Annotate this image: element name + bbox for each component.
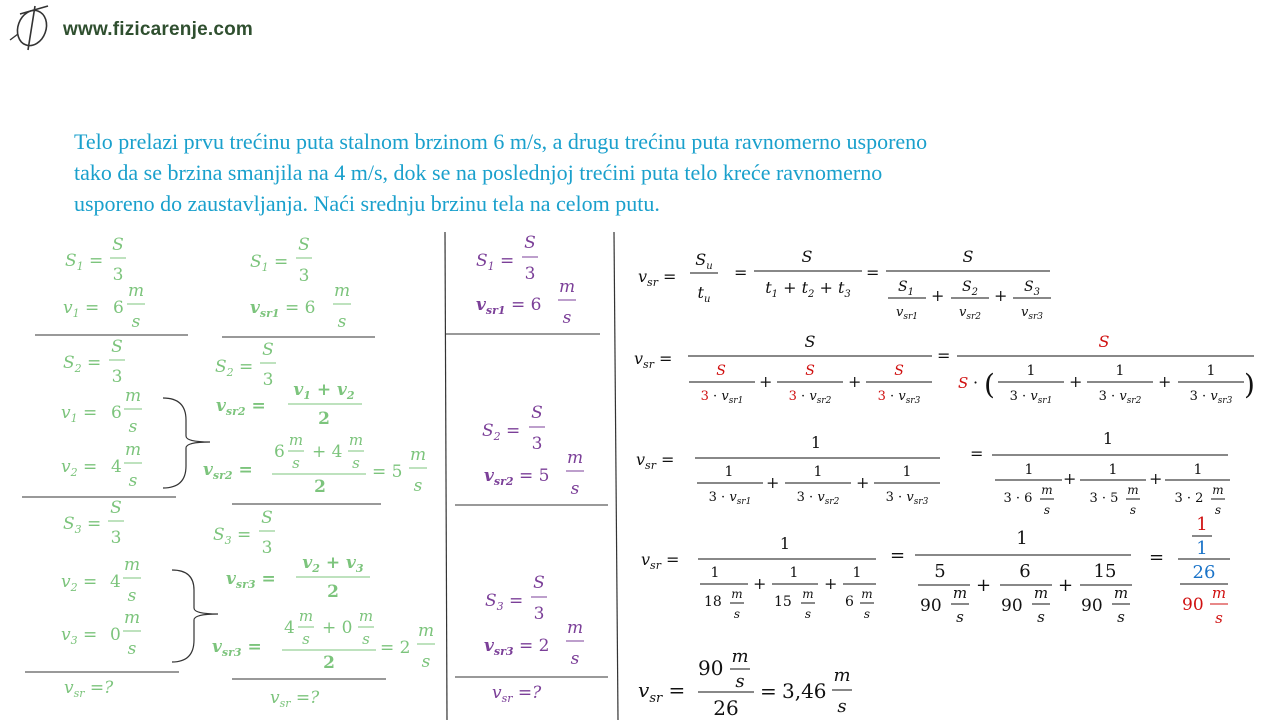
svg-text:v2 + v3: $v_2 + v_3$	[302, 553, 364, 575]
svg-text:6: 6	[111, 403, 122, 423]
problem-line-3: usporeno do zaustavljanja. Naći srednju brzinu tela na celom putu.	[74, 191, 660, 216]
svg-text:+: +	[1058, 575, 1074, 596]
svg-text:m: m	[802, 587, 814, 601]
svg-text:m: m	[1033, 584, 1049, 602]
svg-text:S: S	[533, 573, 545, 593]
svg-text:S1 =: $S_1$ =	[476, 251, 515, 273]
svg-text:1: 1	[852, 565, 862, 581]
svg-text:26: 26	[713, 696, 739, 720]
svg-text:(: (	[984, 368, 995, 401]
svg-text:15: 15	[774, 594, 792, 610]
svg-text:m: m	[288, 431, 304, 449]
svg-text:s: s	[1129, 503, 1137, 517]
svg-text:S1: $S_1$	[898, 279, 914, 298]
svg-text:3: 3	[531, 434, 543, 454]
svg-text:3: 3	[110, 528, 122, 548]
svg-text:+: +	[1158, 372, 1172, 391]
svg-text:S: S	[1098, 332, 1110, 351]
svg-text:m: m	[566, 618, 584, 638]
svg-text:s: s	[337, 312, 347, 332]
summary-column	[446, 233, 608, 705]
svg-text:90: 90	[698, 656, 724, 680]
svg-text:): )	[1244, 368, 1255, 401]
svg-text:=: =	[970, 444, 984, 463]
svg-text:3 · vsr2: $3 \cdot v_{sr2}$	[796, 490, 840, 507]
svg-text:m: m	[124, 386, 142, 406]
svg-text:S: S	[110, 498, 122, 518]
svg-text:3 · 6: 3 · 6	[1003, 491, 1033, 506]
svg-text:+ 4: + 4	[312, 442, 343, 462]
svg-text:S3 =: $S_3$ =	[63, 514, 102, 536]
svg-text:4: 4	[111, 457, 122, 477]
svg-text:+: +	[753, 574, 767, 593]
svg-text:S: S	[261, 508, 273, 528]
svg-text:Su: $S_u$	[695, 250, 713, 272]
svg-text:s: s	[128, 471, 138, 491]
svg-text:vsr3 =: $v_{sr3}$ =	[212, 637, 262, 659]
svg-text:S: S	[262, 340, 274, 360]
svg-text:m: m	[417, 621, 435, 641]
svg-text:S: S	[524, 233, 536, 253]
svg-text:S: S	[962, 247, 974, 266]
svg-text:vsr2 =: $v_{sr2}$ =	[203, 460, 253, 482]
svg-text:2: 2	[318, 409, 330, 429]
svg-text:s: s	[302, 630, 310, 648]
svg-text:S: S	[804, 332, 816, 351]
site-url: www.fizicarenje.com	[63, 19, 253, 40]
svg-text:1: 1	[1102, 429, 1114, 448]
svg-text:s: s	[863, 607, 871, 621]
svg-text:v1 + v2: $v_1 + v_2$	[293, 380, 355, 402]
svg-text:=: =	[937, 346, 951, 365]
svg-text:t1 + t2 + t3: $t_1 + t_2 + t_3$	[765, 278, 851, 300]
svg-text:s: s	[128, 417, 138, 437]
svg-text:·: ·	[973, 373, 979, 392]
svg-text:m: m	[358, 607, 374, 625]
svg-text:1: 1	[710, 565, 720, 581]
svg-text:= 2: = 2	[380, 638, 411, 658]
svg-text:s: s	[413, 476, 423, 496]
svg-text:s: s	[1214, 503, 1222, 517]
svg-text:s: s	[956, 608, 964, 626]
svg-text:s: s	[733, 607, 741, 621]
svg-text:tu: $t_u$	[697, 283, 711, 305]
svg-text:S: S	[801, 247, 813, 266]
svg-text:1: 1	[810, 433, 822, 452]
svg-text:3 · vsr3: $3 \cdot v_{sr3}$	[877, 389, 921, 406]
svg-text:6: 6	[274, 442, 285, 462]
svg-text:m: m	[1113, 584, 1129, 602]
svg-text:6: 6	[1019, 561, 1031, 582]
svg-text:vsr2 =: $v_{sr2}$ =	[216, 396, 266, 418]
svg-text:1: 1	[813, 464, 823, 480]
svg-text:s: s	[735, 671, 745, 692]
svg-text:+: +	[1063, 469, 1077, 488]
svg-text:+: +	[1069, 372, 1083, 391]
svg-text:s: s	[127, 639, 137, 659]
svg-text:3 · vsr3: $3 \cdot v_{sr3}$	[885, 490, 929, 507]
svg-text:0: 0	[110, 625, 121, 645]
svg-text:2: 2	[327, 582, 339, 602]
svg-text:2: 2	[323, 653, 335, 673]
svg-text:m: m	[731, 587, 743, 601]
svg-text:v2 =: $v_2$ =	[61, 457, 98, 479]
svg-text:vsr1 = 6: $v_{sr1} = 6$	[476, 295, 542, 317]
svg-text:v1 =: $v_1$ =	[61, 403, 98, 425]
svg-text:vsr =: $v_{sr}$ =	[638, 678, 686, 706]
svg-text:vsr3: $v_{sr3}$	[1020, 305, 1044, 322]
svg-text:1: 1	[1026, 363, 1036, 379]
svg-text:3: 3	[112, 265, 124, 285]
svg-text:90: 90	[920, 596, 942, 616]
svg-text:m: m	[1041, 483, 1053, 497]
svg-text:3 · vsr2: $3 \cdot v_{sr2}$	[1098, 389, 1142, 406]
svg-text:S: S	[112, 235, 124, 255]
svg-text:s: s	[804, 607, 812, 621]
svg-text:3 · 5: 3 · 5	[1089, 491, 1119, 506]
svg-text:1: 1	[789, 565, 799, 581]
svg-text:vsr2: $v_{sr2}$	[958, 305, 982, 322]
svg-text:s: s	[1037, 608, 1045, 626]
svg-text:1: 1	[1206, 363, 1216, 379]
svg-text:90: 90	[1081, 596, 1103, 616]
svg-text:vsr =?: $v_{sr}$ =?	[64, 678, 114, 700]
svg-text:vsr =: $v_{sr}$ =	[636, 450, 675, 472]
given-column-2	[203, 235, 435, 710]
svg-text:6: 6	[113, 298, 124, 318]
svg-text:m: m	[127, 281, 145, 301]
svg-text:v2 =: $v_2$ =	[61, 572, 98, 594]
svg-text:s: s	[127, 586, 137, 606]
svg-text:+: +	[824, 574, 838, 593]
svg-text:m: m	[558, 277, 576, 297]
svg-text:S: S	[111, 337, 123, 357]
svg-text:=: =	[1149, 547, 1165, 568]
svg-text:1: 1	[1115, 363, 1125, 379]
svg-text:vsr3 =: $v_{sr3}$ =	[226, 569, 276, 591]
svg-text:s: s	[292, 454, 300, 472]
svg-text:+: +	[931, 286, 945, 305]
svg-text:=: =	[760, 679, 777, 703]
svg-text:15: 15	[1093, 561, 1117, 582]
svg-text:1: 1	[1196, 514, 1208, 535]
svg-text:3 · vsr3: $3 \cdot v_{sr3}$	[1189, 389, 1233, 406]
svg-text:m: m	[1127, 483, 1139, 497]
svg-text:vsr =?: $v_{sr}$ =?	[492, 683, 542, 705]
svg-text:1: 1	[1108, 462, 1118, 478]
svg-text:vsr2 = 5: $v_{sr2} = 5$	[484, 466, 550, 488]
svg-text:5: 5	[934, 561, 946, 582]
svg-text:90: 90	[1001, 596, 1023, 616]
svg-text:1: 1	[1024, 462, 1034, 478]
svg-text:+: +	[759, 372, 773, 391]
svg-text:S2: $S_2$	[962, 279, 978, 298]
svg-text:S3: $S_3$	[1024, 279, 1040, 298]
svg-text:3 · vsr1: $3 \cdot v_{sr1}$	[1009, 389, 1053, 406]
svg-text:3: 3	[533, 604, 545, 624]
svg-text:+: +	[994, 286, 1008, 305]
svg-text:S: S	[531, 403, 543, 423]
svg-text:4: 4	[110, 572, 121, 592]
svg-text:3: 3	[524, 264, 536, 284]
svg-text:m: m	[333, 281, 351, 301]
svg-text:4: 4	[284, 618, 295, 638]
svg-text:3: 3	[298, 266, 310, 286]
svg-text:=: =	[734, 263, 748, 282]
svg-text:s: s	[837, 696, 847, 717]
svg-text:m: m	[1212, 483, 1224, 497]
svg-text:2: 2	[314, 477, 326, 497]
svg-text:+ 0: + 0	[322, 618, 353, 638]
svg-text:m: m	[731, 646, 749, 667]
svg-text:= 5: = 5	[372, 462, 403, 482]
svg-text:s: s	[1215, 609, 1223, 627]
svg-text:vsr3 = 2: $v_{sr3} = 2$	[484, 636, 550, 658]
column-divider	[614, 232, 618, 720]
svg-text:S2 =: $S_2$ =	[215, 357, 254, 379]
svg-text:s: s	[352, 454, 360, 472]
svg-text:m: m	[861, 587, 873, 601]
svg-text:1: 1	[1193, 462, 1203, 478]
svg-text:m: m	[409, 445, 427, 465]
svg-text:3 · vsr1: $3 \cdot v_{sr1}$	[700, 389, 744, 406]
svg-text:s: s	[362, 630, 370, 648]
svg-text:S2 =: $S_2$ =	[482, 421, 521, 443]
svg-text:vsr =: $v_{sr}$ =	[641, 550, 680, 572]
svg-text:s: s	[1043, 503, 1051, 517]
svg-text:vsr1 = 6: $v_{sr1} = 6$	[250, 298, 316, 320]
svg-text:s: s	[131, 312, 141, 332]
svg-text:m: m	[348, 431, 364, 449]
svg-text:vsr =?: $v_{sr}$ =?	[270, 688, 320, 710]
svg-text:S1 =: $S_1$ =	[250, 252, 289, 274]
problem-line-1: Telo prelazi prvu trećinu puta stalnom brzinom 6 m/s, a drugu trećinu puta ravnomerno usporeno	[74, 129, 928, 154]
svg-text:vsr =: $v_{sr}$ =	[634, 349, 673, 371]
svg-text:S: S	[805, 363, 815, 379]
svg-text:S3 =: $S_3$ =	[213, 525, 252, 547]
svg-text:3: 3	[261, 538, 273, 558]
svg-text:3 · 2: 3 · 2	[1174, 491, 1204, 506]
given-column-1	[22, 235, 188, 700]
svg-text:S2 =: $S_2$ =	[63, 353, 102, 375]
svg-text:m: m	[298, 607, 314, 625]
problem-line-2: tako da se brzina smanjila na 4 m/s, dok se na poslednjoj trećini puta telo kreće ravnomerno	[74, 160, 883, 185]
svg-text:s: s	[562, 308, 572, 328]
svg-text:S3 =: $S_3$ =	[485, 591, 524, 613]
svg-text:1: 1	[1016, 528, 1028, 549]
svg-text:S: S	[958, 374, 969, 392]
svg-text:S1 =: $S_1$ =	[65, 251, 104, 273]
svg-text:S: S	[716, 363, 726, 379]
svg-text:m: m	[123, 608, 141, 628]
svg-text:18: 18	[704, 594, 722, 610]
svg-text:=: =	[866, 263, 880, 282]
svg-text:3: 3	[262, 370, 274, 390]
svg-text:+: +	[856, 473, 870, 492]
svg-text:3,46: 3,46	[782, 679, 827, 703]
svg-text:+: +	[976, 575, 992, 596]
svg-text:3 · vsr2: $3 \cdot v_{sr2}$	[788, 389, 832, 406]
svg-text:1: 1	[724, 464, 734, 480]
svg-text:m: m	[952, 584, 968, 602]
svg-text:S: S	[894, 363, 904, 379]
svg-text:vsr =: $v_{sr}$ =	[638, 267, 677, 289]
svg-text:m: m	[123, 555, 141, 575]
svg-text:m: m	[566, 448, 584, 468]
svg-text:v1 =: $v_1$ =	[63, 298, 100, 320]
svg-text:=: =	[890, 545, 906, 566]
svg-text:+: +	[1149, 469, 1163, 488]
svg-text:vsr1: $v_{sr1}$	[895, 305, 919, 322]
svg-text:m: m	[124, 440, 142, 460]
svg-text:s: s	[570, 479, 580, 499]
svg-text:6: 6	[845, 594, 854, 610]
svg-text:26: 26	[1192, 562, 1216, 583]
svg-text:90: 90	[1182, 595, 1204, 615]
svg-text:1: 1	[1196, 538, 1208, 559]
svg-text:s: s	[1117, 608, 1125, 626]
svg-text:1: 1	[902, 464, 912, 480]
svg-text:1: 1	[779, 534, 791, 553]
svg-text:+: +	[766, 473, 780, 492]
svg-text:3: 3	[111, 367, 123, 387]
svg-text:3 · vsr1: $3 \cdot v_{sr1}$	[708, 490, 752, 507]
solution-steps	[634, 247, 1255, 720]
svg-text:s: s	[570, 649, 580, 669]
svg-text:m: m	[833, 665, 851, 686]
svg-text:s: s	[421, 652, 431, 672]
column-divider	[445, 232, 447, 720]
svg-text:+: +	[848, 372, 862, 391]
svg-text:S: S	[298, 235, 310, 255]
svg-text:v3 =: $v_3$ =	[61, 625, 98, 647]
svg-text:m: m	[1211, 584, 1227, 602]
